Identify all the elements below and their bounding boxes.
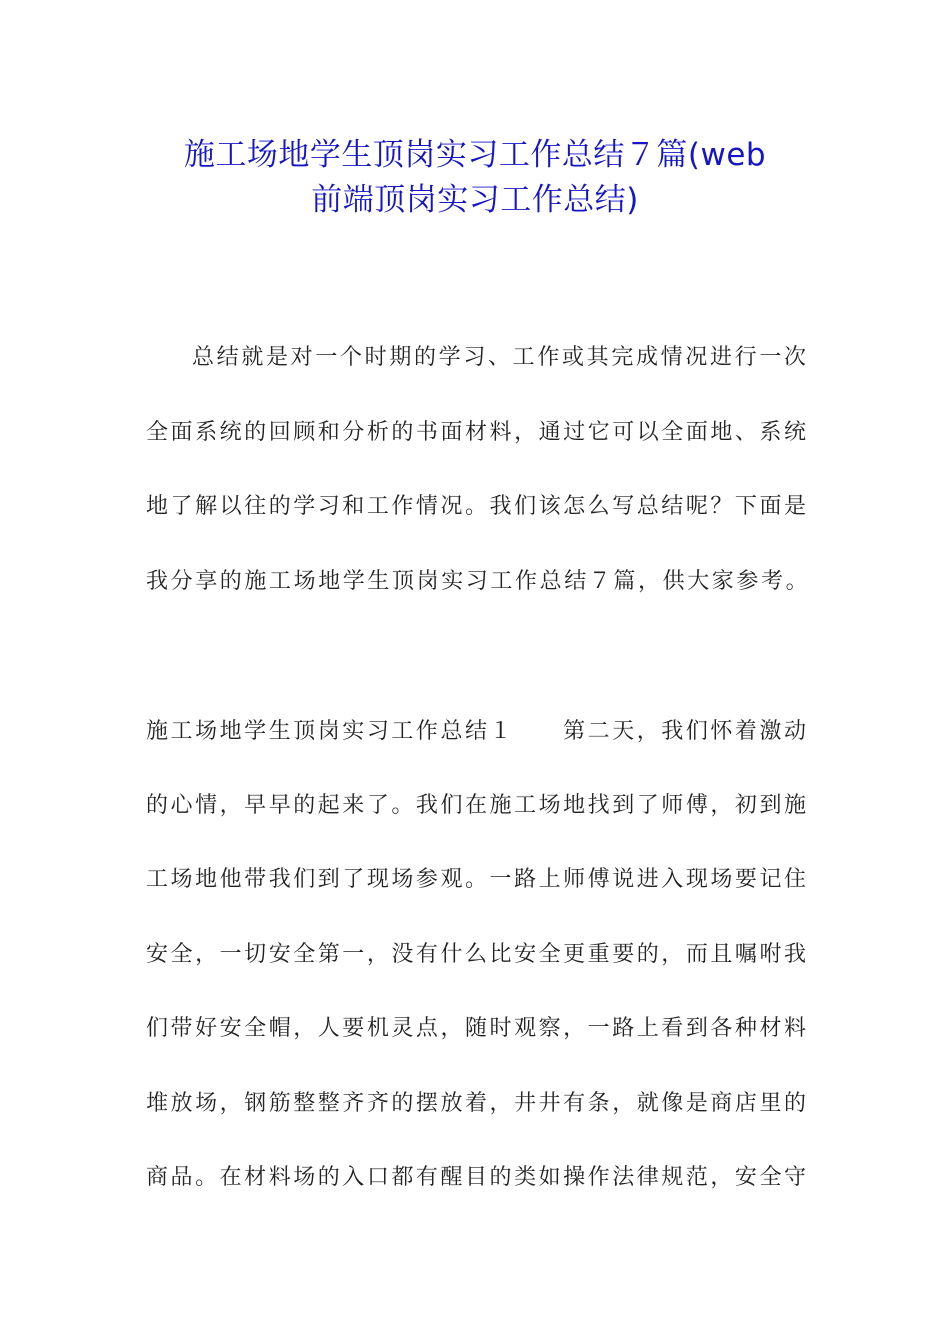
section-paragraph-line: 安全，一切安全第一，没有什么比安全更重要的，而且嘱咐我: [146, 942, 806, 967]
document-title-line-1: 施工场地学生顶岗实习工作总结７篇(web: [183, 137, 767, 173]
section-paragraph-line: 的心情，早早的起来了。我们在施工场地找到了师傅，初到施: [146, 793, 806, 818]
section-paragraph-line: 商品。在材料场的入口都有醒目的类如操作法律规范，安全守: [146, 1165, 806, 1190]
section-paragraph-line: 堆放场，钢筋整整齐齐的摆放着，井井有条，就像是商店里的: [146, 1091, 806, 1116]
intro-paragraph-line: 全面系统的回顾和分析的书面材料，通过它可以全面地、系统: [146, 420, 806, 445]
section-paragraph-line: 工场地他带我们到了现场参观。一路上师傅说进入现场要记住: [146, 867, 806, 892]
document-title-line-2: 前端顶岗实习工作总结): [311, 182, 639, 218]
intro-paragraph-line: 我分享的施工场地学生顶岗实习工作总结７篇，供大家参考。: [146, 569, 811, 594]
intro-paragraph-line: 总结就是对一个时期的学习、工作或其完成情况进行一次: [192, 345, 806, 370]
section-paragraph-line: 施工场地学生顶岗实习工作总结１ 第二天，我们怀着激动: [146, 719, 806, 744]
intro-paragraph-line: 地了解以往的学习和工作情况。我们该怎么写总结呢？下面是: [146, 494, 806, 519]
section-paragraph-line: 们带好安全帽，人要机灵点，随时观察，一路上看到各种材料: [146, 1016, 806, 1041]
